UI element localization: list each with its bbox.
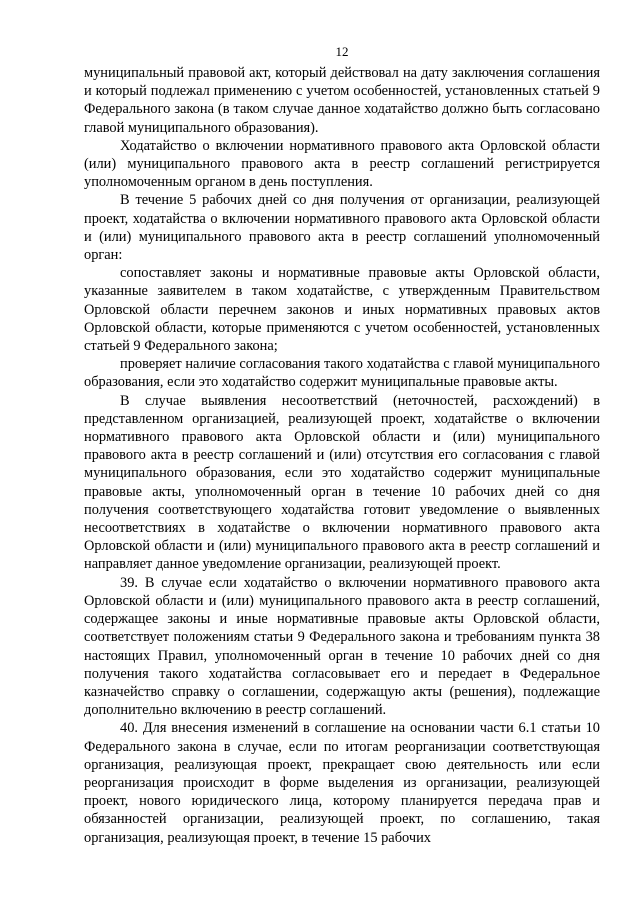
paragraph-item-39: 39. В случае если ходатайство о включении нормативного правового акта Орловской области и (или) муниципального правового акта в реестр соглашений, содержащее законы и иные нормативные правовые акты Орловской области, соответствует положениям статьи 9 Федерального закона и требованиям пункта 38 настоящих Правил, уполномоченный орган в течение 10 рабочих дней со дня получения такого ходатайства согласовывает его и передает в Федеральное казначейство справку о соглашении, содержащую акты (решения), подлежащие дополнительно включению в реестр соглашений.: [84, 574, 600, 719]
paragraph-petition-registration: Ходатайство о включении нормативного правового акта Орловской области (или) муниципального правового акта в реестр соглашений регистрируется уполномоченным органом в день поступления.: [84, 137, 600, 191]
paragraph-item-40: 40. Для внесения изменений в соглашение на основании части 6.1 статьи 10 Федерального закона в случае, если по итогам реорганизации соответствующая организация, реализующая проект, прекращает свою деятельность или если реорганизация происходит в форме выделения из организации, реализующей проект, нового юридического лица, которому планируется передача прав и обязанностей организации, реализующей проект, по соглашению, такая организация, реализующая проект, в течение 15 рабочих: [84, 720, 600, 846]
page-number: 12: [335, 44, 349, 59]
paragraph-compare-laws: сопоставляет законы и нормативные правовые акты Орловской области, указанные заявителем в таком ходатайстве, с утвержденным Правительством Орловской области перечнем законов и иных нормативных правовых актов Орловской области, которые применяются с учетом особенностей, установленных статьей 9 Федерального закона;: [84, 265, 600, 355]
paragraph-continuation: муниципальный правовой акт, который действовал на дату заключения соглашения и который подлежал применению с учетом особенностей, установленных статьей 9 Федерального закона (в таком случае данное ходатайство должно быть согласовано главой муниципального образования).: [84, 65, 600, 136]
paragraph-check-approval: проверяет наличие согласования такого ходатайства с главой муниципального образования, если это ходатайство содержит муниципальные правовые акты.: [84, 356, 600, 391]
paragraph-five-days: В течение 5 рабочих дней со дня получения от организации, реализующей проект, ходатайства о включении нормативного правового акта Орловской области и (или) муниципального правового акта в реестр соглашений уполномоченный орган:: [84, 192, 600, 264]
paragraph-discrepancies: В случае выявления несоответствий (неточностей, расхождений) в представленном организацией, реализующей проект, ходатайстве о включении нормативного правового акта Орловской области и (или) муниципального правового акта в реестр соглашений и (или) отсутствия его согласования с главой муниципального образования, если это ходатайство содержит муниципальные правовые акты, уполномоченный орган в течение 10 рабочих дней со дня получения соответствующего ходатайства готовит уведомление о выявленных несоответствиях в ходатайстве о включении нормативного правового акта Орловской области и (или) муниципального правового акта в реестр соглашений и направляет данное уведомление организации, реализующей проект.: [84, 392, 600, 573]
